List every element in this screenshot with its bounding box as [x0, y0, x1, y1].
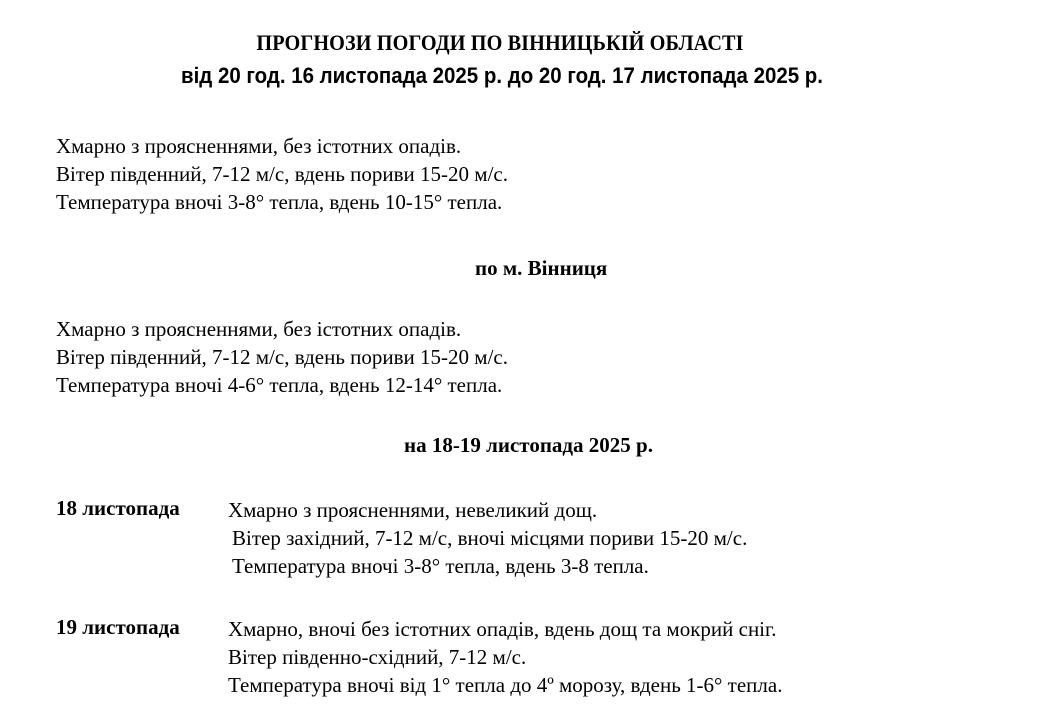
- day-forecast-line: Хмарно, вночі без істотних опадів, вдень дощ та мокрий сніг.: [228, 617, 777, 641]
- day-forecast-line: Температура вночі від 1° тепла до 4º морозу, вдень 1-6° тепла.: [228, 673, 783, 697]
- city-forecast-heading: по м. Вінниця: [475, 256, 608, 280]
- document-title: ПРОГНОЗИ ПОГОДИ ПО ВІННИЦЬКІЙ ОБЛАСТІ: [256, 30, 744, 55]
- city-forecast-line: Температура вночі 4-6° тепла, вдень 12-14° тепла.: [56, 373, 503, 397]
- day-label-18: 18 листопада: [56, 496, 180, 520]
- day-forecast-19: [228, 615, 782, 699]
- day-forecast-line: Температура вночі 3-8° тепла, вдень 3-8 тепла.: [232, 554, 649, 578]
- extended-forecast-heading: на 18-19 листопада 2025 р.: [404, 433, 653, 457]
- day-forecast-line: Вітер південно-східний, 7-12 м/с.: [228, 645, 527, 669]
- city-forecast-line: Вітер південний, 7-12 м/с, вдень пориви 15-20 м/с.: [56, 345, 508, 369]
- document-subtitle-period: від 20 год. 16 листопада 2025 р. до 20 год. 17 листопада 2025 р.: [181, 63, 823, 88]
- region-forecast-line: Вітер південний, 7-12 м/с, вдень пориви 15-20 м/с.: [56, 162, 508, 186]
- region-forecast-line: Температура вночі 3-8° тепла, вдень 10-15° тепла.: [56, 190, 503, 214]
- day-label-19: 19 листопада: [56, 615, 180, 639]
- region-forecast-line: Хмарно з проясненнями, без істотних опадів.: [56, 134, 462, 158]
- day-forecast-18: [228, 496, 747, 580]
- day-forecast-line: Вітер західний, 7-12 м/с, вночі місцями пориви 15-20 м/с.: [232, 526, 748, 550]
- day-forecast-line: Хмарно з проясненнями, невеликий дощ.: [228, 498, 598, 522]
- region-forecast: [56, 132, 508, 216]
- city-forecast-line: Хмарно з проясненнями, без істотних опадів.: [56, 317, 462, 341]
- city-forecast: [56, 315, 508, 399]
